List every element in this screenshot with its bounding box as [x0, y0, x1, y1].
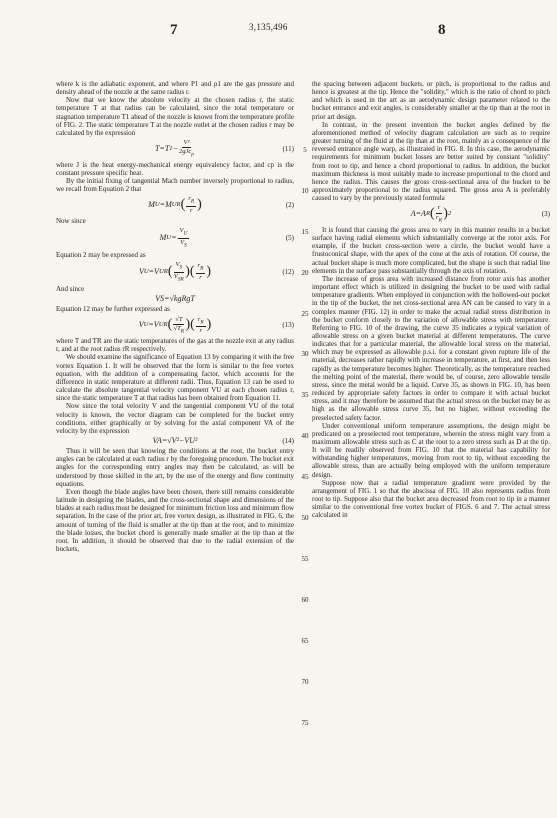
eq-sub: R [200, 318, 204, 325]
line-number: 75 [301, 719, 309, 727]
eq-den [179, 148, 194, 158]
eq-sub: U [143, 321, 149, 329]
paragraph: We should examine the significance of Equation 13 by comparing it with the free vortex Equation 1. It will be observed that the form is similar to the free vortex equation, with the addition of a compensating factor, which accounts for the difference in static temperature at different radii. Thus, Equation 13 can be used to calculate the absolute tangential velocity component VU at each chosen radius r, since the static temperature T at that radius has been obtained from Equation 11. [56, 353, 294, 403]
eq-sub: R [425, 210, 431, 218]
eq-text: VA=√V²−VU² [152, 436, 198, 446]
page-number-right: 8 [438, 22, 446, 38]
paragraph: Equation 12 may be further expressed as [56, 305, 170, 314]
eq-text: V [179, 227, 184, 235]
eq-text: r [436, 213, 439, 221]
paragraph: And since [56, 285, 85, 294]
eq-num [196, 316, 206, 327]
line-number: 25 [301, 310, 309, 318]
eq-text: A=A [410, 209, 426, 219]
eq-sub: p [191, 151, 194, 158]
eq-den: r [199, 273, 202, 281]
paragraph: the spacing between adjacent buckets, or pitch, is proportional to the radius and hence is greatest at the tip. Hence the "solidity," which is the ratio of chord to pitch and which is used in the art as an aerodynamic design parameter related to the bucket entrance and exit angles, is considerably smaller at the tip than at the root in prior art design. [312, 80, 550, 121]
line-number: 60 [301, 596, 309, 604]
line-number: 30 [301, 350, 309, 358]
eq-text: =V [148, 267, 159, 277]
line-number: 65 [301, 637, 309, 645]
equation-vs [56, 295, 294, 303]
eq-den [174, 273, 184, 283]
eq-text: =M [159, 200, 172, 210]
eq-sub: R [438, 216, 442, 223]
paren: ( [430, 206, 435, 222]
equation-11 [56, 139, 294, 159]
eq-text: 2gJc [179, 148, 192, 156]
eq-text: =V [148, 320, 159, 330]
eq-sub: S [184, 241, 187, 248]
paren: ) [185, 317, 191, 333]
eq-sub: UR [171, 201, 181, 209]
eq-text: V [173, 272, 178, 280]
eq-sub: R [180, 327, 185, 334]
paragraph: Now that we know the absolute velocity at the chosen radius r, the static temperature T at that radius can be calculated, since the total temperature or stagnation temperature T1 ahead of the nozzle is known from the temperature profile of FIG. 2. The static temperature T at the nozzle outlet at the chosen radius r may be calculated by the expression [56, 96, 294, 137]
eq-num [186, 195, 196, 206]
equation-number: (5) [285, 233, 294, 242]
paragraph: Equation 2 may be expressed as [56, 251, 146, 259]
eq-sub: R [200, 265, 204, 272]
patent-number: 3,135,496 [249, 22, 288, 32]
eq-text: V [138, 320, 144, 330]
eq-den [436, 214, 442, 224]
paragraph: Thus it will be seen that knowing the conditions at the root, the bucket entry angles can be calculated at each radius r by the foregoing procedure. The bucket exit angles for the corresponding entry angles may then be calculated, as will be understood by those skilled in the art, by the use of the energy and flow continuity equations. [56, 447, 294, 488]
eq-text: V [180, 238, 185, 246]
paragraph: It is found that causing the gross area to vary in this manner results in a bucket surface having radial elements which substantially converge at the rotor axis. For example, if the bucket cross-section were a circle, the bucket would have a frustoconical shape, with the apex of the cone at the axis of rotation. Of course, the actual bucket shape is much more complicated, but the shape is such that radial line elements in the surface pass substantially through the axis of rotation. [312, 225, 550, 275]
eq-den: r [189, 206, 193, 214]
eq-num: V² [182, 139, 192, 148]
equation-5 [56, 227, 294, 249]
eq-text: r [197, 262, 201, 270]
equation-number: (13) [282, 321, 294, 330]
paragraph: Now since the total velocity V and the tangential component VU of the total velocity is known, the vector diagram can be completed for the bucket entry conditions, either graphically or by solving for the axial component VA of the velocity by the expression [56, 402, 294, 435]
right-column [312, 80, 550, 520]
eq-text: T=T [154, 143, 170, 153]
equation-number: (3) [541, 210, 550, 219]
fraction [174, 261, 185, 283]
eq-text: r [188, 195, 191, 203]
paragraph: Now since [56, 216, 86, 225]
paragraph: In contrast, in the present invention the bucket angles defined by the aforementioned method of velocity diagram calculation are such as to require greater turning of the fluid at the tip than at the root, mainly as a consequence of the reversed entrance angle warp, as illustrated in FIG. 8. In this case, the aerodynamic requirements for minimum bucket losses are better suited by constant "solidity" from root to tip, and hence a chord proportional to radius. In addition, the bucket maximum thickness is most suitably made to increase proportional to the chord and hence the radius. This causes the gross cross-sectional area of the bucket to be approximately proportional to the radius squared. The gross area A is preferably caused to vary by the previously stated formula [312, 120, 550, 203]
line-number: 35 [301, 391, 309, 399]
fraction [179, 139, 194, 159]
eq-sub: S [179, 264, 183, 271]
eq-num: √T [173, 316, 184, 325]
page-number-left: 7 [170, 22, 178, 38]
fraction [196, 262, 206, 282]
left-column [56, 80, 294, 553]
eq-text: V [175, 261, 180, 269]
line-number: 50 [301, 514, 309, 522]
eq-sub: U [143, 268, 149, 276]
eq-sub: R [190, 198, 195, 205]
equation-3 [312, 204, 550, 224]
line-number: 15 [301, 228, 309, 236]
fraction [173, 316, 184, 336]
eq-sub: U [166, 233, 172, 241]
eq-text: √T [173, 324, 181, 332]
paren: ) [206, 317, 212, 333]
eq-sub: UR [158, 321, 168, 329]
eq-sup: 2 [447, 210, 452, 218]
paragraph: where J is the heat energy-mechanical energy equivalency factor, and cp is the constant pressure specific heat. [56, 160, 294, 177]
equation-2 [56, 195, 294, 215]
eq-den [174, 325, 185, 335]
equation-number: (12) [282, 268, 294, 277]
line-number: 5 [303, 146, 307, 154]
eq-text: = [171, 232, 177, 242]
fraction [436, 204, 443, 224]
eq-den [180, 239, 187, 249]
eq-text: M [159, 232, 167, 242]
paren: ( [180, 197, 186, 213]
paren: ( [167, 264, 173, 280]
eq-den: r [199, 326, 202, 334]
fraction [178, 227, 190, 249]
paragraph: Suppose now that a radial temperature gradient were provided by the arrangement of FIG. 1 so that the abscissa of FIG. 10 also represents radius from root to tip. Suppose also that the bucket area decreased from root to tip in a manner similar to the conventional free vortex bucket of FIGS. 6 and 7. The actual stress calculated in [312, 478, 550, 520]
equation-14 [56, 437, 294, 445]
eq-sub: U [154, 201, 160, 209]
eq-sub: 1 [169, 144, 173, 152]
paragraph: Under conventional uniform temperature assumptions, the design might be predicated on a preselected root temperature, wherein the stress might vary from a maximum allowable stress such as C at the root to a zero stress such as D at the tip. It will be readily observed from FIG. 10 that the material has capability for withstanding higher temperatures, moving from root to tip, without exceeding the allowable stress, than are actually being employed with the uniform temperature design. [312, 421, 550, 479]
eq-num [174, 261, 185, 272]
equation-number: (14) [282, 437, 294, 446]
equation-12 [56, 261, 294, 283]
eq-text: VS=√kgRgT [155, 294, 195, 304]
equation-number: (11) [282, 144, 294, 153]
paren: ) [206, 264, 212, 280]
line-number: 20 [301, 269, 309, 277]
line-number: 70 [301, 678, 309, 686]
fraction [186, 195, 196, 215]
paragraph: By the initial fixing of tangential Mach number inversely proportional to radius, we recall from Equation 2 that [56, 177, 294, 194]
line-number: 45 [301, 473, 309, 481]
line-number: 10 [301, 187, 309, 195]
eq-text: V [138, 267, 144, 277]
paragraph: The increase of gross area with increased distance from rotor axis has another important effect which is utilized in designing the bucket to be used with radial temperature gradients. When employed in conjunction with the hollowed-out pocket in the tip of the bucket, the net cross-sectional area AN can be caused to vary in a complex manner (FIG. 12) in order to make the actual radial stress distribution in the bucket conform closely to the variation of allowable stress with temperature. Referring to FIG. 10 of the drawing, the curve 35 indicates a typical variation of allowable stress on a given bucket material at different temperatures. The curve indicates that for a particular material, the allowable local stress on the material, which may be expressed as allowable p.s.i. for a constant given rupture life of the material, decreases rather rapidly with increase in temperature, at first, and then less rapidly as the temperature becomes higher. Theoretically, as the temperature reached the melting point of the material, there would be, of course, zero allowable tensile stress, since the metal would be a liquid. Curve 35, as shown in FIG. 10, has been reduced by appropriate safety factors in order to compare it with actual bucket stress, and it may therefore be assumed that the actual stress on the bucket may be as high as the allowable stress curve 35, but no higher, without exceeding the preselected safety factor. [312, 274, 550, 422]
paren: ) [197, 197, 202, 213]
line-number: 55 [301, 555, 309, 563]
paren: ( [167, 317, 173, 333]
equation-13 [56, 316, 294, 336]
eq-text: r [197, 315, 201, 323]
paren: ) [443, 206, 448, 222]
eq-sub: SR [177, 275, 184, 282]
eq-sub: UR [158, 268, 168, 276]
paragraph: where k is the adiabatic exponent, and where P1 and ρ1 are the gas pressure and density ahead of the nozzle at the same radius r. [56, 80, 294, 97]
eq-num: r [436, 204, 443, 213]
line-number: 40 [301, 432, 309, 440]
paren: ( [190, 317, 195, 333]
eq-num [196, 262, 206, 273]
paragraph: where T and TR are the static temperatures of the gas at the nozzle exit at any radius r, and at the root radius rR respectively. [56, 337, 294, 354]
paren: ( [189, 264, 195, 280]
paren: ) [185, 264, 190, 280]
eq-text: − [172, 143, 179, 153]
paragraph: Even though the blade angles have been chosen, there still remains considerable latitude in designing the blades, and the cross-sectional shape and dimensions of the blades at each radius must be designed for minimum friction loss and minimum flow separation. In the case of the prior art, free vortex design, as illustrated in FIG. 6, the amount of turning of the fluid is smaller at the tip than at the root, and to minimize the blade losses, the bucket chord is generally made smaller at the tip than at the root. In addition, it should be observed that due to the radial extension of the buckets, [56, 487, 294, 554]
fraction [196, 316, 206, 336]
eq-text: M [148, 200, 155, 210]
equation-number: (2) [285, 201, 294, 210]
eq-sub: U [183, 230, 188, 237]
eq-num [178, 227, 190, 238]
